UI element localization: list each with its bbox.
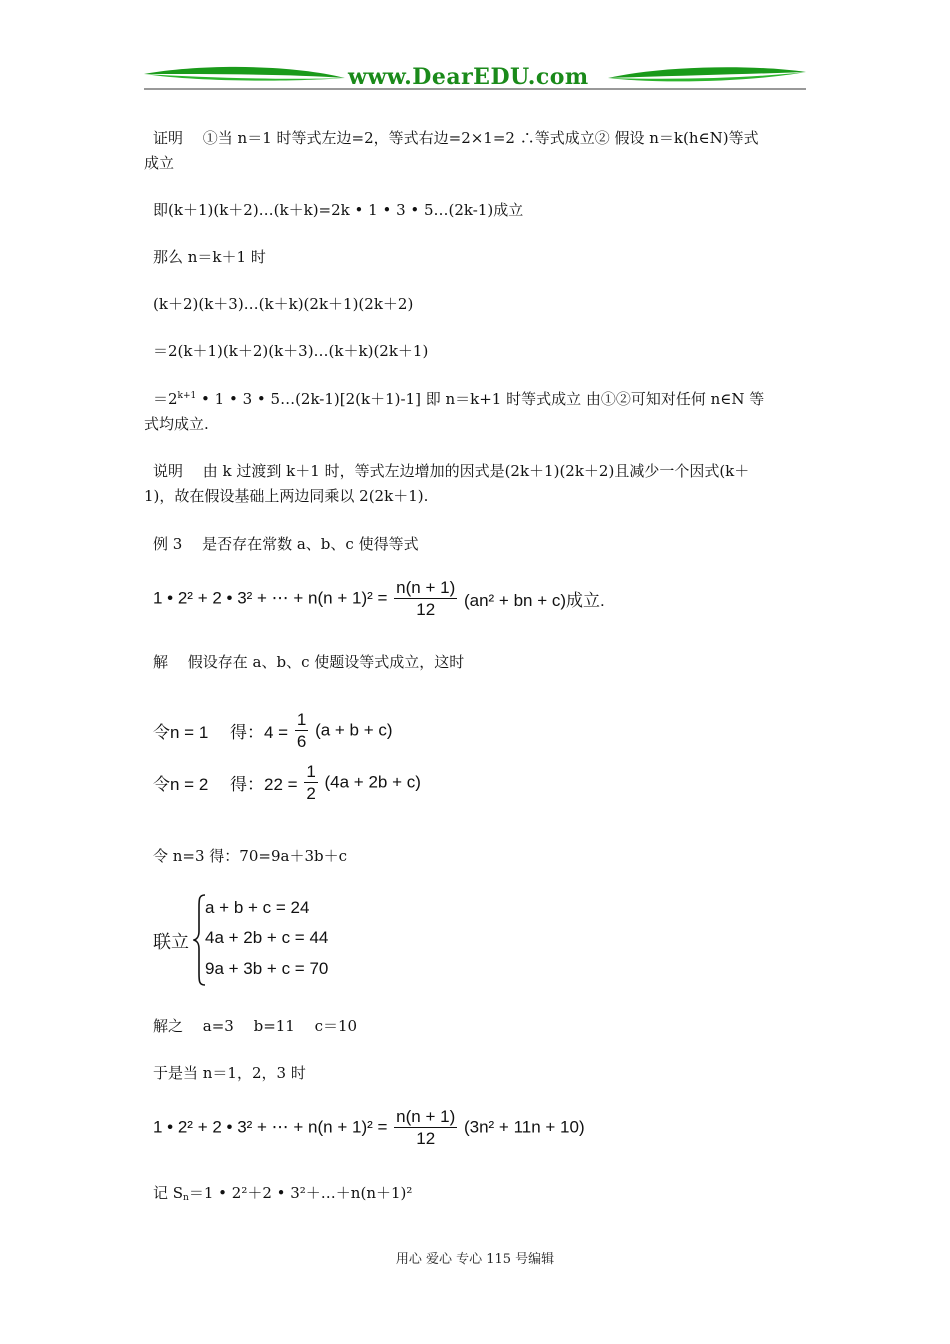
system-eq-3: 9a + 3b + c = 70 xyxy=(205,959,329,978)
page-footer: 用心 爱心 专心 115 号编辑 xyxy=(395,1252,555,1267)
record-sn-pre: 记 S xyxy=(153,1184,184,1202)
proof-line-6: ＝2(k＋1)(k＋2)(k＋3)…(k＋k)(2k＋1) xyxy=(153,342,429,360)
proof-line-7b: 式均成立. xyxy=(144,415,209,433)
equation-2-fraction xyxy=(394,1107,457,1148)
note-line-1: 说明 由 k 过渡到 k＋1 时，等式左边增加的因式是(2k＋1)(2k＋2)且减少一个因式(k＋ xyxy=(153,462,750,480)
fraction-denominator: 6 xyxy=(296,732,307,751)
fraction-numerator: n(n + 1) xyxy=(396,578,456,597)
let-n2-fraction xyxy=(304,762,317,803)
fraction-numerator: 1 xyxy=(306,762,316,781)
solved-values: 解之 a=3 b=11 c＝10 xyxy=(153,1017,358,1035)
equation-1-right: (an² + bn + c)成立. xyxy=(463,591,605,610)
fraction-denominator: 12 xyxy=(416,600,436,619)
example-3-heading: 例 3 是否存在常数 a、b、c 使得等式 xyxy=(153,535,419,553)
record-sn-line xyxy=(153,1183,412,1203)
solution-intro: 解 假设存在 a、b、c 使题设等式成立，这时 xyxy=(153,653,465,671)
let-n2-right: (4a + 2b + c) xyxy=(324,772,421,792)
let-n2-equation xyxy=(153,762,421,803)
fraction-numerator: n(n + 1) xyxy=(396,1107,456,1126)
record-sn-post: ＝1 • 2²＋2 • 3²＋…＋n(n＋1)² xyxy=(188,1184,413,1202)
proof-line-4: 那么 n＝k＋1 时 xyxy=(153,248,266,266)
let-n1-right: (a + b + c) xyxy=(315,720,393,740)
proof-line-5: (k＋2)(k＋3)…(k＋k)(2k＋1)(2k＋2) xyxy=(153,295,414,313)
proof-line-1: 证明 ①当 n＝1 时等式左边=2，等式右边=2×1=2 ∴等式成立② 假设 n＝k(h∈N)等式 xyxy=(153,129,759,147)
proof-line-7-pre: ＝2 xyxy=(153,390,178,408)
fraction-denominator: 2 xyxy=(306,784,316,803)
equation-2 xyxy=(153,1107,585,1148)
fraction-numerator: 1 xyxy=(296,710,307,729)
proof-line-3: 即(k＋1)(k＋2)…(k＋k)=2k • 1 • 3 • 5…(2k-1)成立 xyxy=(153,201,524,219)
fraction-denominator: 12 xyxy=(416,1129,436,1148)
equation-2-left: 1 • 2² + 2 • 3² + ⋯ + n(n + 1)² = xyxy=(153,1117,388,1137)
proof-line-2: 成立 xyxy=(144,154,175,172)
exponent: k+1 xyxy=(177,391,197,401)
system-eq-1: a + b + c = 24 xyxy=(205,898,310,917)
equation-1-left: 1 • 2² + 2 • 3² + ⋯ + n(n + 1)² = xyxy=(153,588,388,608)
note-line-2: 1)，故在假设基础上两边同乘以 2(2k＋1). xyxy=(144,487,429,505)
proof-line-7-post: • 1 • 3 • 5…(2k-1)[2(k＋1)-1] 即 n＝k+1 时等式成立 由①②可知对任何 n∈N 等 xyxy=(196,390,765,408)
equation-1 xyxy=(153,578,605,619)
system-label: 联立 xyxy=(153,932,189,952)
equation-1-fraction xyxy=(394,578,457,619)
let-n1-left: 令n = 1 得：4 = xyxy=(153,723,289,742)
let-n1-equation xyxy=(153,710,393,751)
let-n2-left: 令n = 2 得：22 = xyxy=(153,775,298,794)
let-n3-line: 令 n=3 得：70=9a＋3b＋c xyxy=(153,847,347,865)
site-name: www.DearEDU.com xyxy=(348,64,589,90)
then-line: 于是当 n＝1，2，3 时 xyxy=(153,1064,306,1082)
equation-2-right: (3n² + 11n + 10) xyxy=(463,1117,585,1137)
proof-line-7 xyxy=(153,389,764,409)
equation-system xyxy=(153,893,373,987)
subscript: n xyxy=(183,1193,189,1203)
header-banner xyxy=(140,60,810,94)
system-eq-2: 4a + 2b + c = 44 xyxy=(205,928,329,947)
let-n1-fraction xyxy=(295,710,308,751)
